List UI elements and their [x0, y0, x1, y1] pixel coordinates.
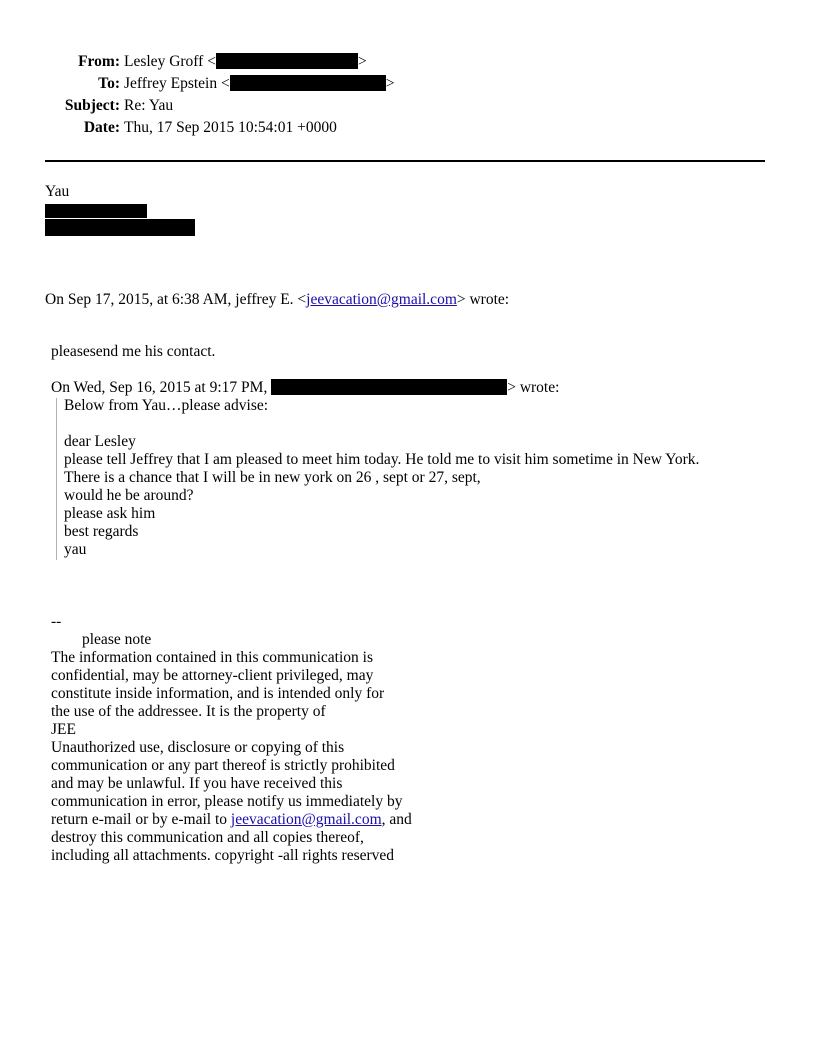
header-divider: [45, 160, 765, 162]
quote2-line: Below from Yau…please advise:: [64, 397, 269, 414]
quote1-prefix: On Sep 17, 2015, at 6:38 AM, jeffrey E. <: [45, 291, 307, 308]
signature-line: and may be unlawful. If you have received this: [51, 775, 343, 792]
quote2-line: best regards: [64, 523, 139, 540]
redaction-box: [45, 204, 147, 218]
signature-line: constitute inside information, and is intended only for: [51, 685, 385, 702]
signature-note: please note: [82, 631, 152, 648]
quote2-body: [64, 397, 699, 559]
signature-line: communication or any part thereof is strictly prohibited: [51, 757, 395, 774]
signature-line: JEE: [51, 721, 76, 738]
date-row: [0, 118, 337, 138]
quote1-email-link[interactable]: jeevacation@gmail.com: [306, 291, 457, 308]
from-close: >: [357, 53, 367, 70]
to-row: [0, 74, 394, 94]
to-close: >: [385, 75, 395, 92]
quote2-prefix: On Wed, Sep 16, 2015 at 9:17 PM,: [51, 379, 268, 396]
date-label: Date:: [83, 119, 120, 136]
signature-email-line: [51, 811, 412, 829]
signature-line: The information contained in this communication is: [51, 649, 373, 666]
quote1-suffix: > wrote:: [456, 291, 510, 308]
quote2-line: [64, 415, 699, 433]
quote2-line: dear Lesley: [64, 433, 136, 450]
signature-email-link[interactable]: jeevacation@gmail.com: [230, 811, 382, 828]
signature-email-prefix: return e-mail or by e-mail to: [51, 811, 231, 828]
signature-line: including all attachments. copyright -all rights reserved: [51, 847, 395, 864]
quote2-line: would he be around?: [64, 487, 194, 504]
redaction-box: [271, 379, 507, 395]
quote-bar: [56, 398, 57, 560]
subject-label: Subject:: [64, 97, 120, 114]
signature-email-suffix: , and: [381, 811, 412, 828]
quote1-attribution: [45, 291, 509, 309]
quote2-line: please ask him: [64, 505, 156, 522]
redaction-box: [45, 219, 195, 236]
quote2-suffix: > wrote:: [507, 379, 560, 396]
to-label: To:: [98, 75, 120, 92]
subject-row: [0, 96, 173, 116]
from-name: Lesley Groff <: [124, 53, 216, 70]
quote2-attribution: [51, 379, 559, 397]
subject-value: Re: Yau: [124, 97, 174, 114]
date-value: Thu, 17 Sep 2015 10:54:01 +0000: [124, 119, 337, 136]
signature-line: confidential, may be attorney-client privileged, may: [51, 667, 374, 684]
signature-dashes: --: [51, 613, 62, 630]
quote1-body: pleasesend me his contact.: [51, 343, 216, 360]
from-row: [0, 52, 367, 72]
quote2-line: There is a chance that I will be in new york on 26 , sept or 27, sept,: [64, 469, 481, 486]
signature-line: destroy this communication and all copies thereof,: [51, 829, 364, 846]
quote2-line: yau: [64, 541, 87, 558]
redaction-box: [216, 53, 358, 69]
signature-line: communication in error, please notify us immediately by: [51, 793, 403, 810]
reply-body: Yau: [45, 183, 70, 200]
redaction-box: [230, 75, 386, 91]
to-name: Jeffrey Epstein <: [124, 75, 230, 92]
signature-line: Unauthorized use, disclosure or copying of this: [51, 739, 345, 756]
signature-line: the use of the addressee. It is the property of: [51, 703, 326, 720]
quote2-line: please tell Jeffrey that I am pleased to meet him today. He told me to visit him sometime in New York.: [64, 451, 700, 468]
from-label: From:: [78, 53, 120, 70]
signature: [51, 613, 412, 865]
